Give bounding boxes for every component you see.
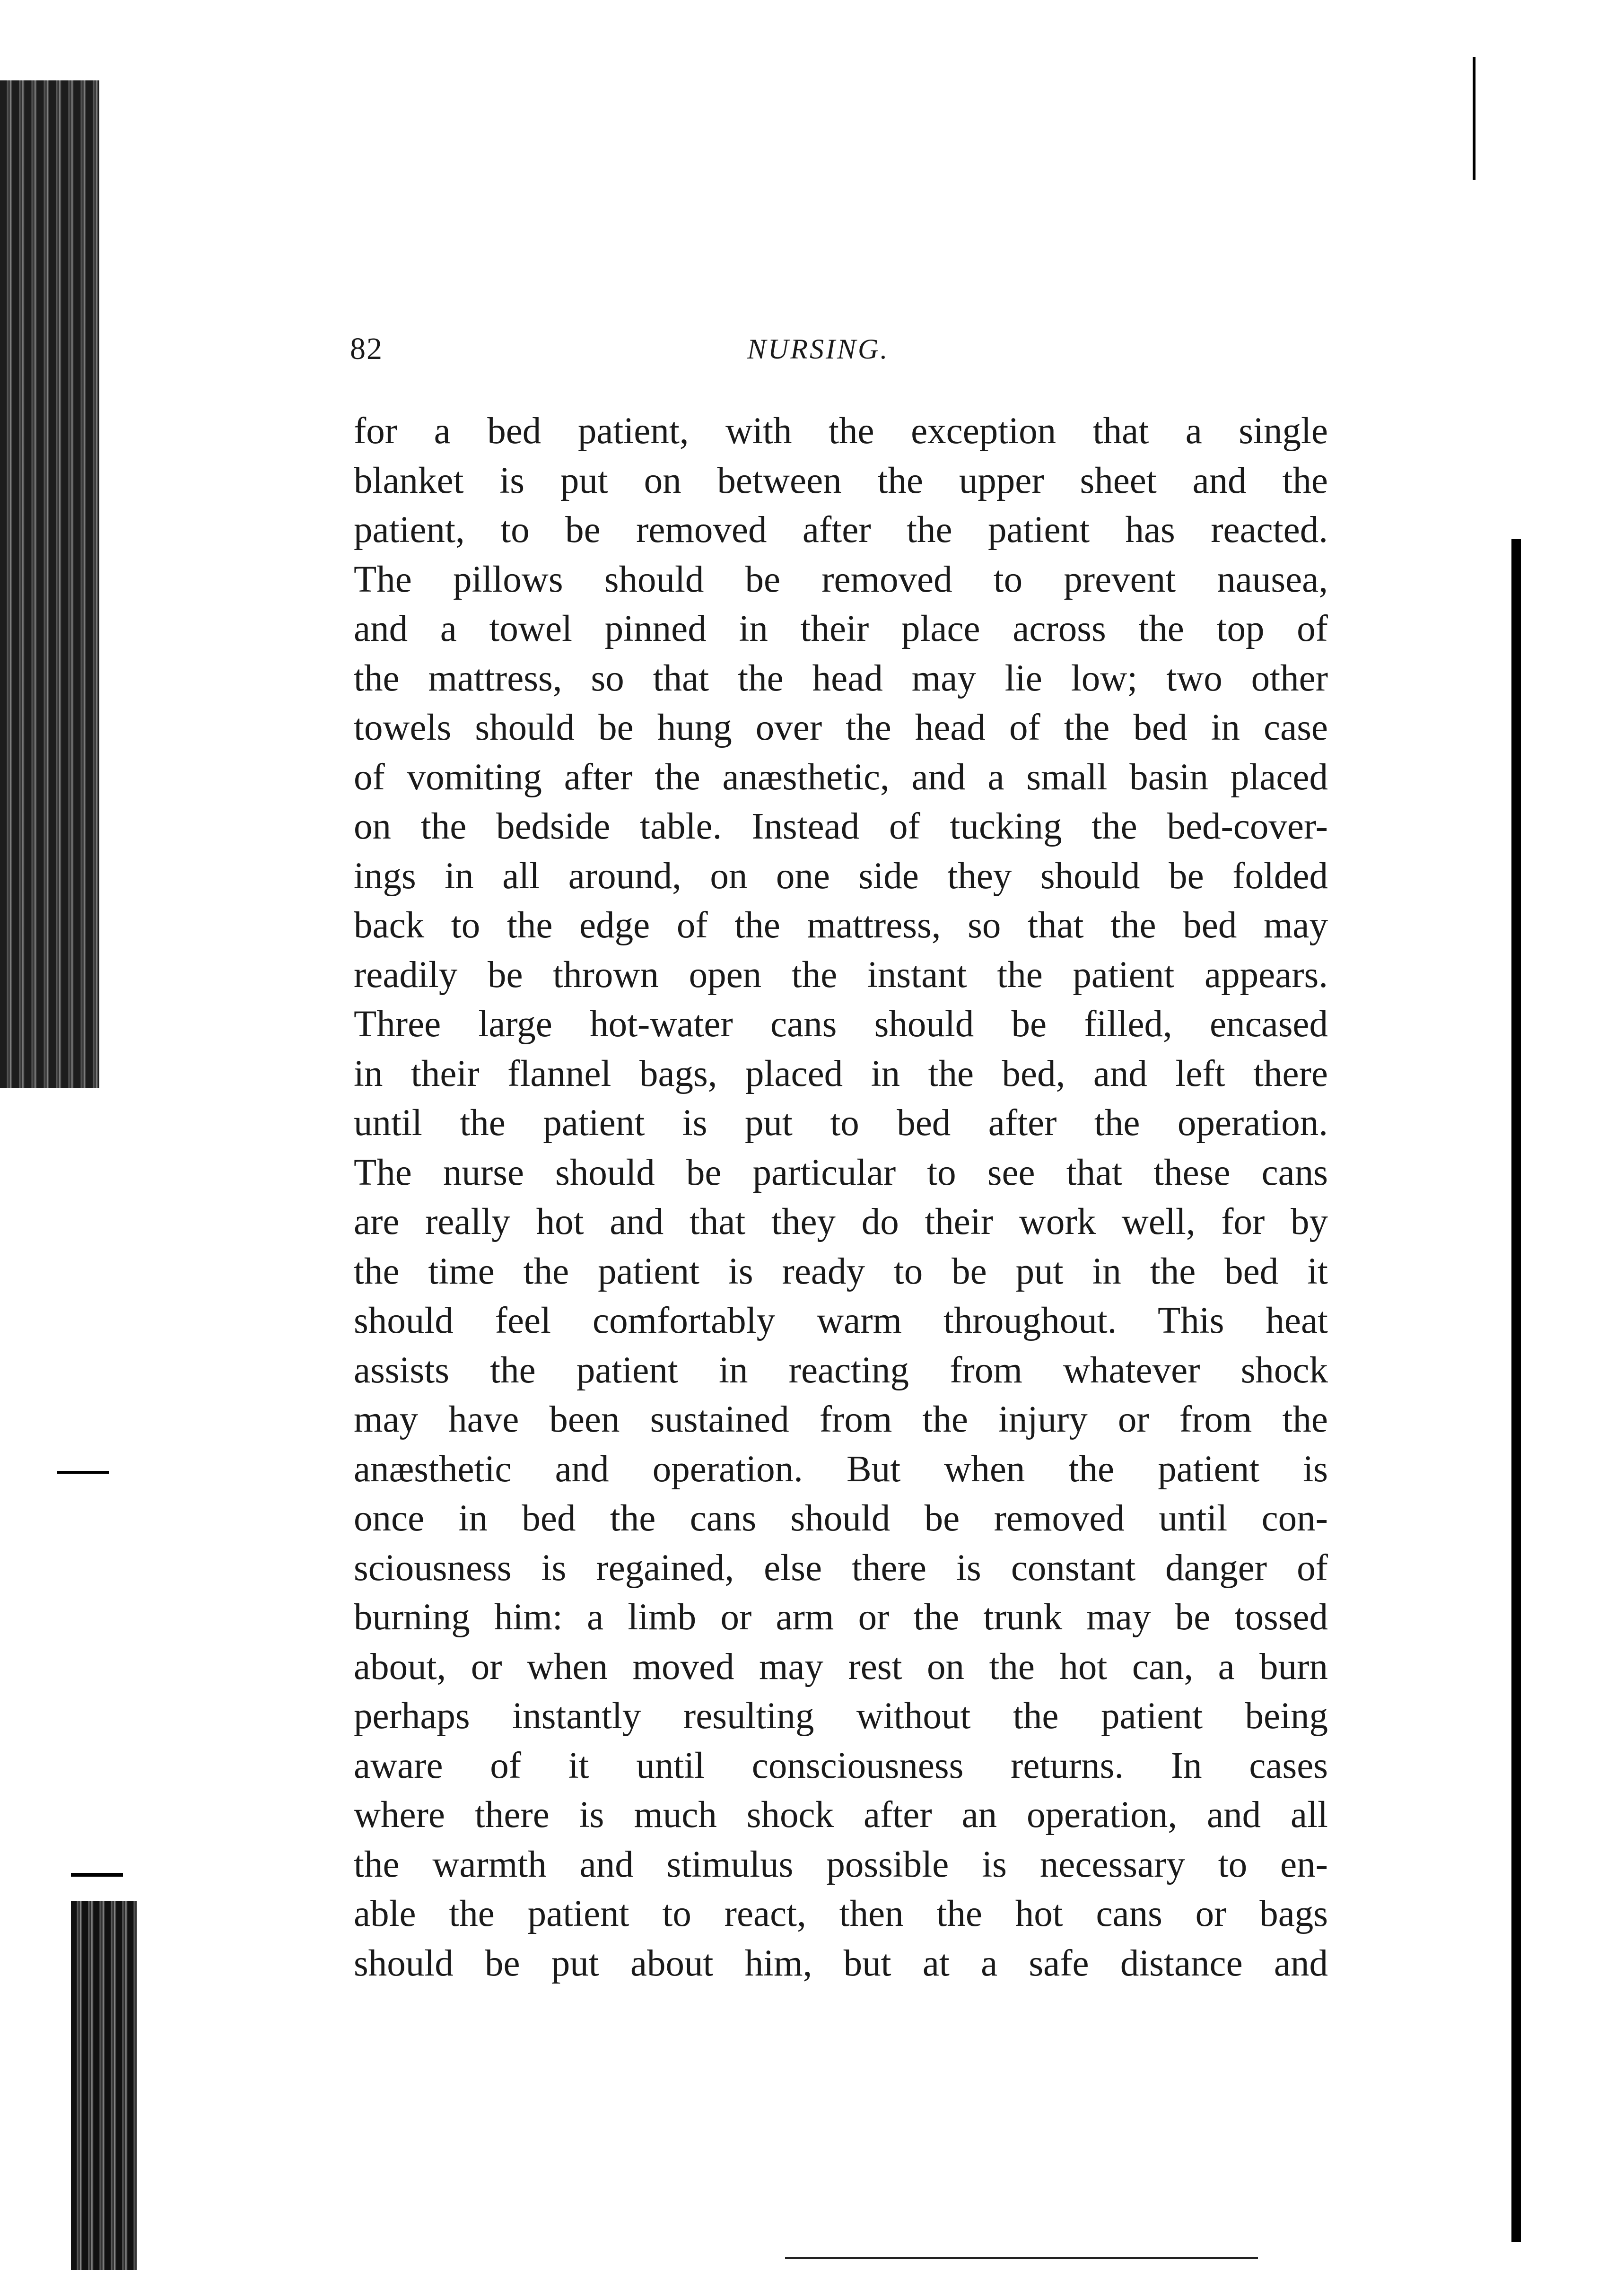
scan-mark: [57, 1471, 109, 1474]
text-line: anæsthetic and operation. But when the patient is: [354, 1448, 1328, 1490]
text-line: aware of it until consciousness returns. In cases: [354, 1745, 1328, 1786]
scan-binding-shadow: [0, 80, 99, 1088]
text-line: sciousness is regained, else there is constant danger of: [354, 1547, 1328, 1589]
text-line: burning him: a limb or arm or the trunk may be tossed: [354, 1597, 1328, 1638]
text-line: patient, to be removed after the patient has reacted.: [354, 509, 1328, 551]
page-number: 82: [350, 332, 383, 366]
text-line: The nurse should be particular to see that these cans: [354, 1152, 1328, 1193]
text-line: may have been sustained from the injury or from the: [354, 1399, 1328, 1440]
text-line: ings in all around, on one side they should be folded: [354, 855, 1328, 897]
text-line: The pillows should be removed to prevent nausea,: [354, 559, 1328, 600]
text-line: about, or when moved may rest on the hot can, a burn: [354, 1646, 1328, 1687]
text-line: the mattress, so that the head may lie low; two other: [354, 657, 1328, 699]
text-line: for a bed patient, with the exception that a single: [354, 411, 1328, 452]
text-line: and a towel pinned in their place across the top of: [354, 608, 1328, 649]
text-line: of vomiting after the anæsthetic, and a small basin placed: [354, 756, 1328, 798]
text-line: the warmth and stimulus possible is necessary to en-: [354, 1844, 1328, 1885]
text-line: the time the patient is ready to be put in the bed it: [354, 1250, 1328, 1292]
text-line: once in bed the cans should be removed until con-: [354, 1498, 1328, 1539]
scan-page-edge: [1511, 539, 1521, 2242]
scan-binding-shadow-lower: [71, 1901, 137, 2270]
text-line: towels should be hung over the head of the bed in case: [354, 707, 1328, 748]
text-line: back to the edge of the mattress, so that the bed may: [354, 905, 1328, 946]
text-line: where there is much shock after an operation, and all: [354, 1794, 1328, 1836]
text-line: assists the patient in reacting from whatever shock: [354, 1349, 1328, 1391]
running-head: [350, 331, 1343, 378]
running-title: NURSING.: [747, 333, 890, 365]
text-line: should be put about him, but at a safe distance and: [354, 1942, 1328, 1984]
text-line: Three large hot-water cans should be filled, encased: [354, 1004, 1328, 1045]
scan-mark: [71, 1873, 123, 1877]
scan-page-edge-top: [1473, 57, 1476, 180]
body-text: [354, 407, 1328, 1988]
text-line: perhaps instantly resulting without the patient being: [354, 1696, 1328, 1737]
text-line: should feel comfortably warm throughout. This heat: [354, 1300, 1328, 1341]
text-line: are really hot and that they do their work well, for by: [354, 1201, 1328, 1242]
text-line: readily be thrown open the instant the patient appears.: [354, 954, 1328, 996]
text-line: on the bedside table. Instead of tucking the bed-cover-: [354, 806, 1328, 847]
text-line: blanket is put on between the upper sheet and the: [354, 460, 1328, 501]
scan-bottom-rule: [785, 2257, 1258, 2259]
text-line: until the patient is put to bed after the operation.: [354, 1102, 1328, 1144]
text-line: able the patient to react, then the hot cans or bags: [354, 1893, 1328, 1934]
text-line: in their flannel bags, placed in the bed, and left there: [354, 1053, 1328, 1094]
